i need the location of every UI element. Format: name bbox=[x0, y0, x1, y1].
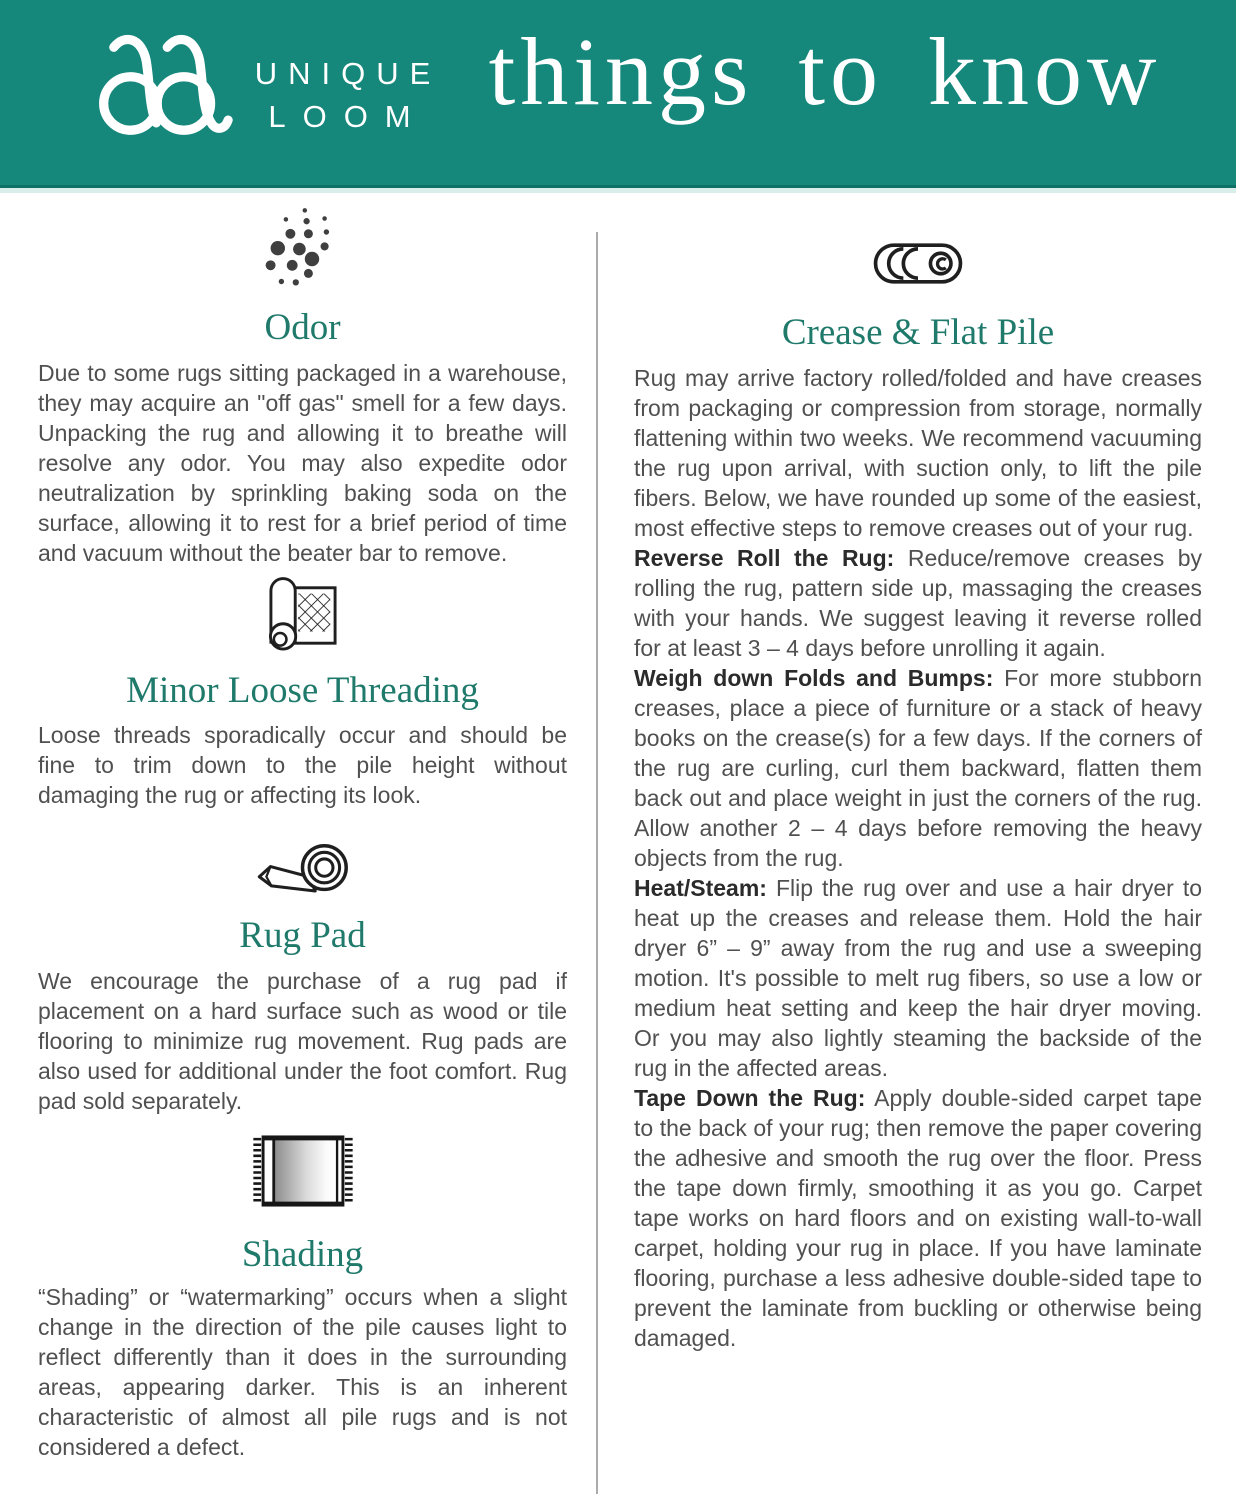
tip-text: For more stubborn creases, place a piece of furniture or a stack of heavy books on the crease(s) for a few days. If the corners of the rug are curling, curl them backward, flatten them back out and place weight in just the corners of the rug. Allow another 2 – 4 days before removing the heavy objects from the rug. bbox=[634, 665, 1202, 871]
rolled-rug-lattice-icon bbox=[38, 574, 567, 656]
header-banner bbox=[0, 0, 1236, 188]
tip-text: Apply double-sided carpet tape to the back of your rug; then remove the paper covering the adhesive and smooth the rug over the floor. Press the tape down firmly, smoothing it as you go. Carpet tape works on hard floors and on existing wall-to-wall carpet, holding your rug in place. If you have laminate flooring, purchase a less adhesive double-sided tape to prevent the laminate from buckling or otherwise being damaged. bbox=[634, 1085, 1202, 1351]
brand-line1: UNIQUE bbox=[254, 56, 442, 91]
page-title: things to know bbox=[488, 18, 1162, 125]
tip-tape-down bbox=[634, 1083, 1202, 1353]
section-body: Due to some rugs sitting packaged in a warehouse, they may acquire an "off gas" smell for a few days. Unpacking the rug and allowing it to breathe will resolve any odor. You may also expedite odor neutralization by sprinkling baking soda on the surface, allowing it to rest for a brief period of time and vacuum without the beater bar to remove. bbox=[38, 360, 567, 566]
tip-label: Weigh down Folds and Bumps: bbox=[634, 665, 994, 691]
section-body: Loose threads sporadically occur and should be fine to trim down to the pile height without damaging the rug or affecting its look. bbox=[38, 722, 567, 808]
left-column bbox=[38, 185, 567, 1462]
section-intro: Rug may arrive factory rolled/folded and have creases from packaging or compression from storage, normally flattening within two weeks. We recommend vacuuming the rug upon arrival, with suction only, to lift the pile fibers. Below, we have rounded up some of the easiest, most effective steps to remove creases out of your rug. bbox=[634, 365, 1202, 541]
tip-label: Heat/Steam: bbox=[634, 875, 767, 901]
shaded-rug-fringe-icon bbox=[38, 1134, 567, 1208]
section-crease-flat-pile bbox=[634, 243, 1202, 1353]
section-body: We encourage the purchase of a rug pad if placement on a hard surface such as wood or tile flooring to minimize rug movement. Rug pads are also used for additional under the foot comfort. Rug pad sold separately. bbox=[38, 968, 567, 1114]
rug-pad-roll-icon bbox=[38, 832, 567, 893]
section-shading bbox=[38, 1134, 567, 1462]
section-minor-loose-threading bbox=[38, 574, 567, 810]
tip-reverse-roll bbox=[634, 543, 1202, 663]
section-heading: Shading bbox=[241, 1234, 364, 1275]
brand-line2: LOOM bbox=[268, 99, 428, 134]
tip-text: Flip the rug over and use a hair dryer to heat up the creases and release them. Hold the hair dryer 6” – 9” away from the rug and use a sweeping motion. It's possible to melt rug fibers, so use a low or medium heat setting and keep the hair dryer moving. Or you may also lightly steaming the backside of the rug in the affected areas. bbox=[634, 875, 1203, 1081]
rolled-rug-side-icon bbox=[634, 243, 1202, 284]
tip-label: Tape Down the Rug: bbox=[634, 1085, 866, 1111]
section-heading: Minor Loose Threading bbox=[126, 670, 479, 711]
odor-specks-icon bbox=[38, 205, 567, 295]
section-rug-pad bbox=[38, 832, 567, 1116]
right-column bbox=[634, 185, 1202, 1353]
tip-text: Reduce/remove creases by rolling the rug, pattern side up, massaging the creases with your hands. We suggest leaving it reverse rolled for at least 3 – 4 days before unrolling it again. bbox=[634, 545, 1203, 661]
section-heading: Odor bbox=[264, 307, 341, 348]
tip-label: Reverse Roll the Rug: bbox=[634, 545, 895, 571]
brand-name bbox=[250, 56, 446, 135]
tip-heat-steam bbox=[634, 873, 1202, 1083]
column-divider bbox=[596, 232, 598, 1494]
section-heading: Rug Pad bbox=[239, 915, 366, 956]
section-heading: Crease & Flat Pile bbox=[781, 312, 1055, 353]
tip-weigh-down bbox=[634, 663, 1202, 873]
section-body: “Shading” or “watermarking” occurs when a slight change in the direction of the pile causes light to reflect differently than it does in the surrounding areas, appearing darker. This is an inherent characteristic of almost all pile rugs and is not considered a defect. bbox=[38, 1284, 567, 1460]
section-odor bbox=[38, 205, 567, 568]
